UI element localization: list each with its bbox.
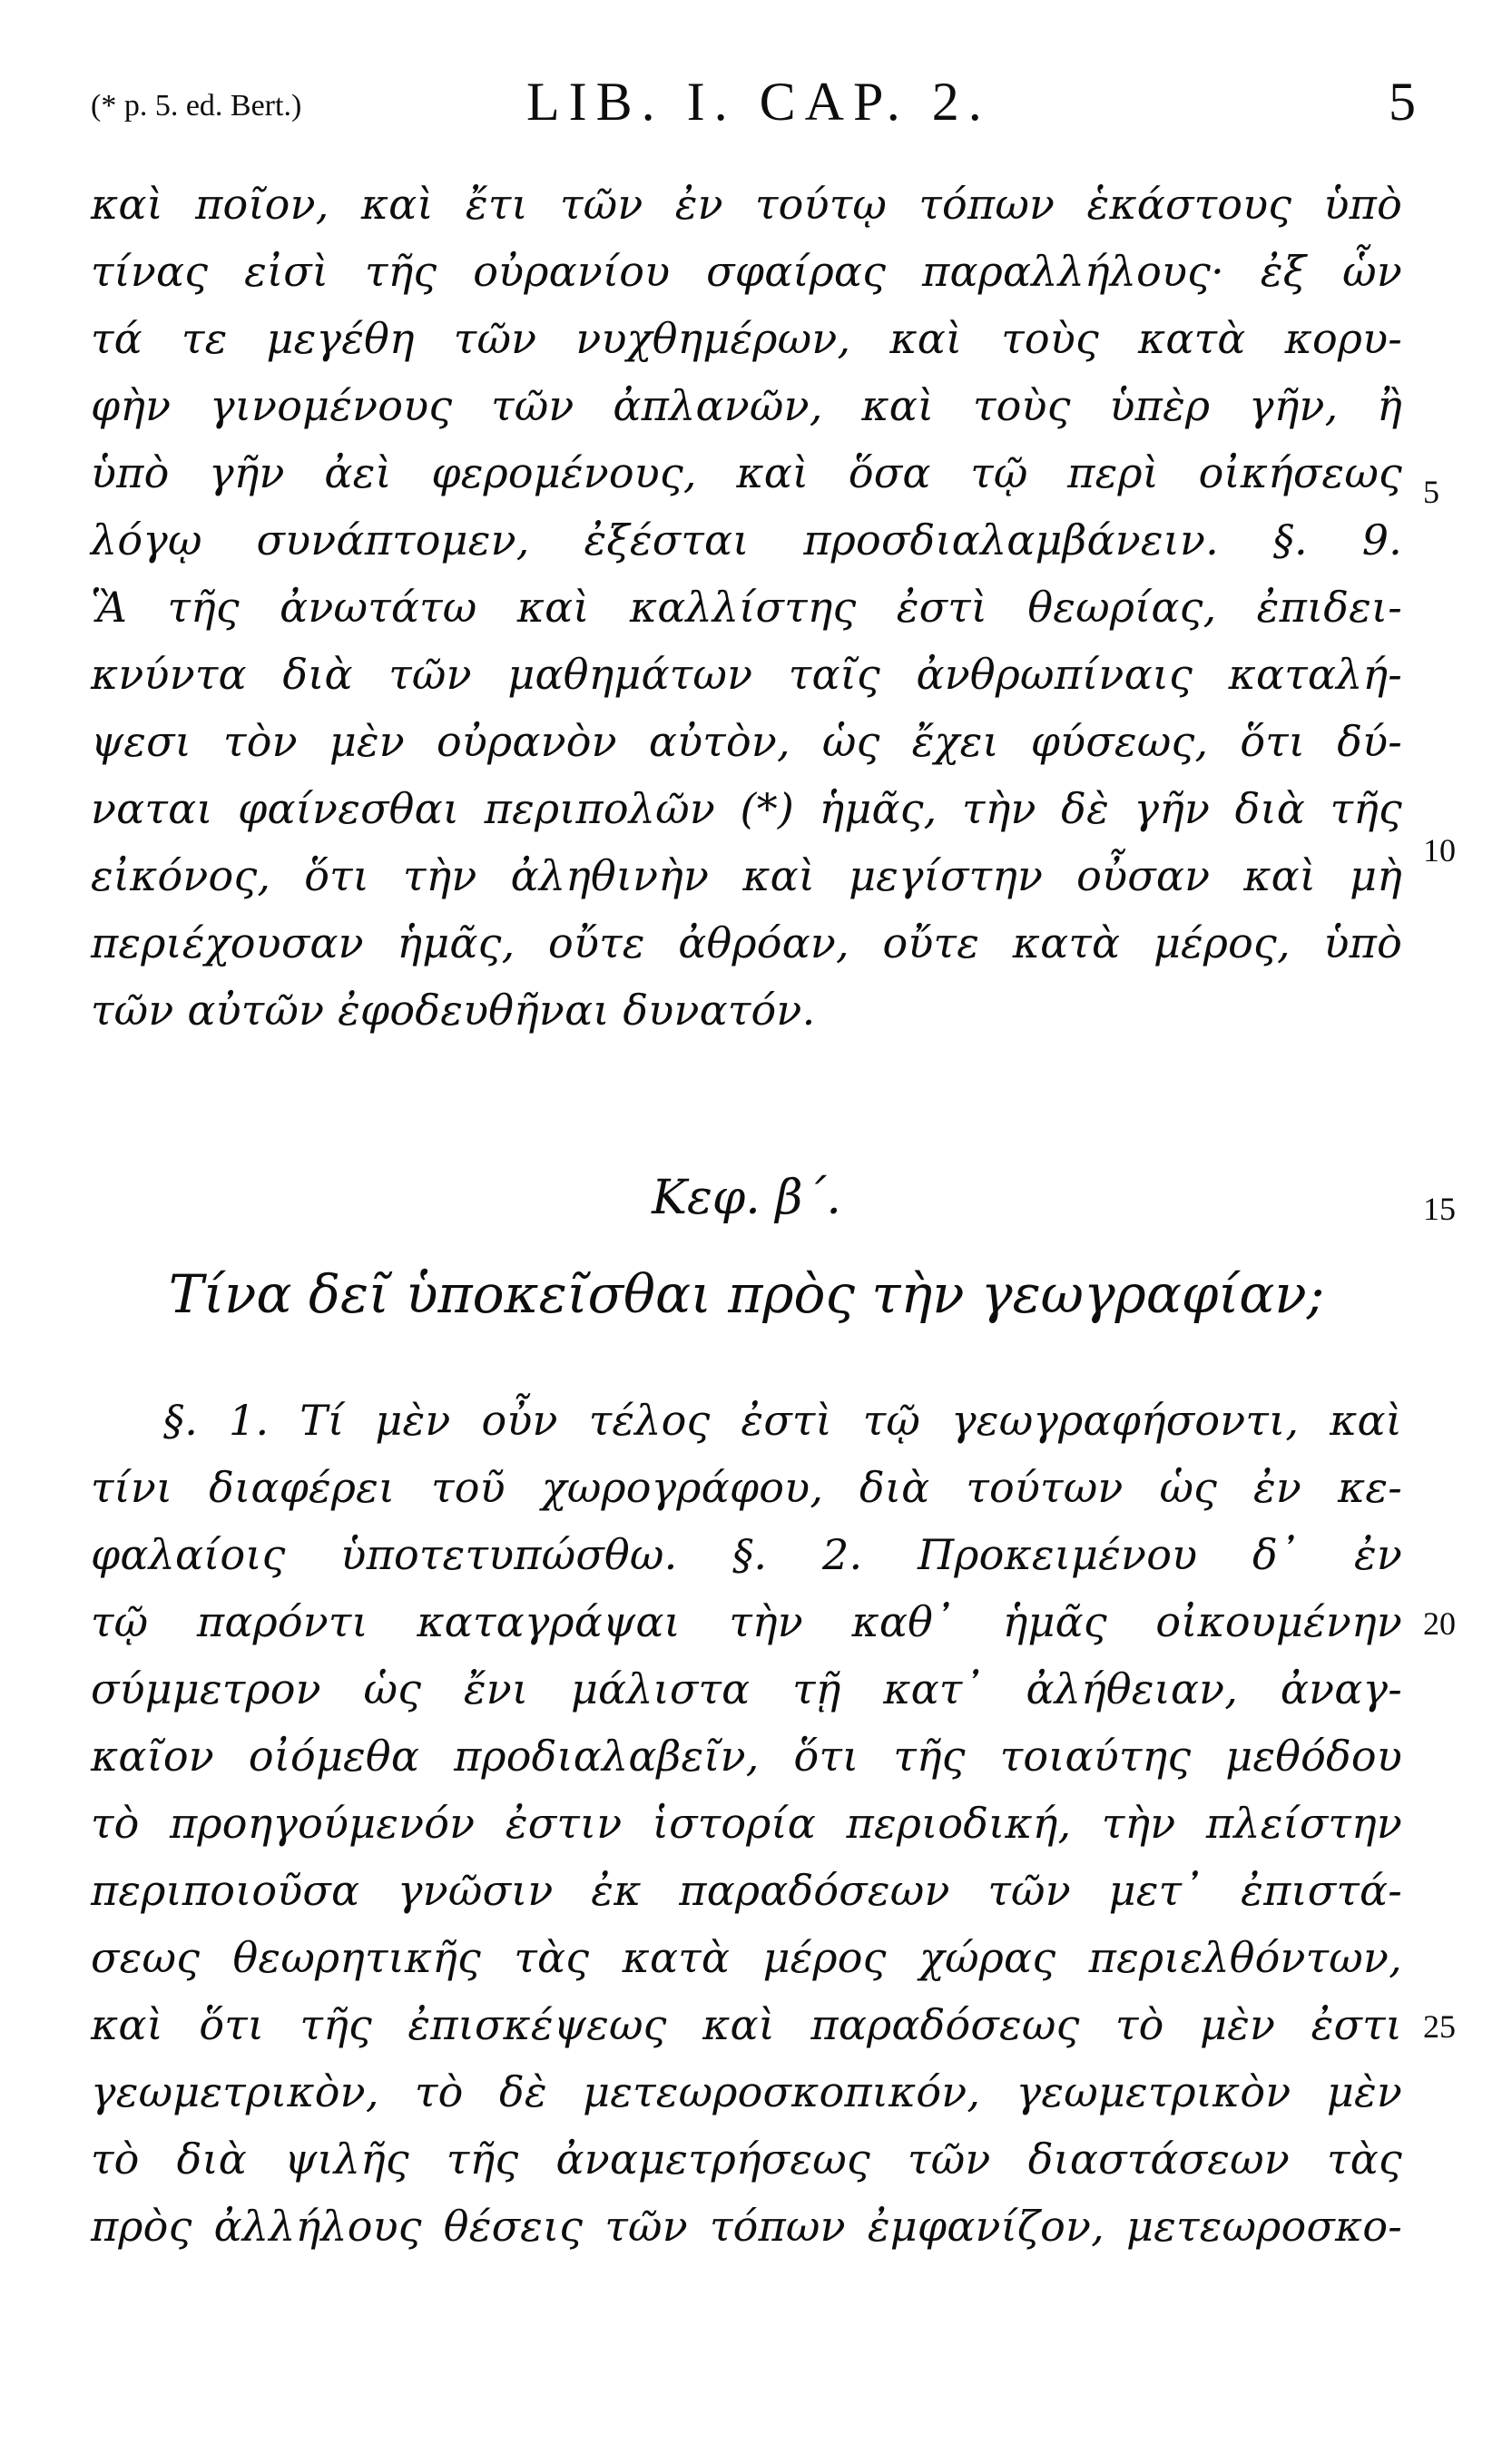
- text-line: ψεσι τὸν μὲν οὐρανὸν αὐτὸν, ὡς ἔχει φύσεως, ὅτι δύ-: [91, 717, 1402, 766]
- text-line: τῷ παρόντι καταγράψαι τὴν καθ᾽ ἡμᾶς οἰκουμένην: [91, 1597, 1402, 1646]
- margin-line-number: 5: [1423, 474, 1439, 510]
- text-line: σεως θεωρητικῆς τὰς κατὰ μέρος χώρας περιελθόντων,: [91, 1933, 1402, 1982]
- margin-line-number: 20: [1423, 1605, 1456, 1642]
- text-line: κνύντα διὰ τῶν μαθημάτων ταῖς ἀνθρωπίναις καταλή-: [91, 650, 1402, 699]
- margin-line-number: 15: [1423, 1191, 1456, 1227]
- margin-line-number: 25: [1423, 2008, 1456, 2045]
- text-line: λόγῳ συνάπτομεν, ἐξέσται προσδιαλαμβάνειν. §. 9.: [91, 515, 1402, 564]
- text-line: γεωμετρικὸν, τὸ δὲ μετεωροσκοπικόν, γεωμετρικὸν μὲν: [91, 2067, 1402, 2116]
- text-line: τὸ προηγούμενόν ἐστιν ἱστορία περιοδική, τὴν πλείστην: [91, 1799, 1402, 1848]
- paragraph-1: [91, 171, 1402, 1044]
- text-line: σύμμετρον ὡς ἔνι μάλιστα τῇ κατ᾽ ἀλήθειαν, ἀναγ-: [91, 1664, 1402, 1713]
- text-line: καὶ ποῖον, καὶ ἔτι τῶν ἐν τούτῳ τόπων ἑκάστους ὑπὸ: [91, 180, 1402, 229]
- text-line: τίνι διαφέρει τοῦ χωρογράφου, διὰ τούτων ὡς ἐν κε-: [91, 1463, 1402, 1512]
- margin-line-number: 10: [1423, 832, 1456, 869]
- text-line: τὸ διὰ ψιλῆς τῆς ἀναμετρήσεως τῶν διαστάσεων τὰς: [91, 2135, 1402, 2184]
- text-line: ναται φαίνεσθαι περιπολῶν (*) ἡμᾶς, τὴν δὲ γῆν διὰ τῆς: [91, 784, 1402, 833]
- text-line: εἰκόνος, ὅτι τὴν ἀληθινὴν καὶ μεγίστην οὖσαν καὶ μὴ: [91, 851, 1402, 900]
- text-line: Ἃ τῆς ἀνωτάτω καὶ καλλίστης ἐστὶ θεωρίας, ἐπιδει-: [91, 583, 1402, 632]
- text-line: φὴν γινομένους τῶν ἀπλανῶν, καὶ τοὺς ὑπὲρ γῆν, ἢ: [91, 381, 1402, 430]
- book-chapter-heading: LIB. I. CAP. 2.: [526, 72, 991, 132]
- chapter-heading: [91, 1171, 1402, 1352]
- edition-reference: (* p. 5. ed. Bert.): [91, 89, 302, 123]
- page-number: 5: [1389, 72, 1416, 132]
- text-line: περιέχουσαν ἡμᾶς, οὔτε ἀθρόαν, οὔτε κατὰ μέρος, ὑπὸ: [91, 918, 1402, 967]
- text-line: §. 1. Τί μὲν οὖν τέλος ἐστὶ τῷ γεωγραφήσοντι, καὶ: [163, 1396, 1402, 1445]
- text-line: τίνας εἰσὶ τῆς οὐρανίου σφαίρας παραλλήλους· ἐξ ὧν: [91, 247, 1402, 296]
- text-line: ὑπὸ γῆν ἀεὶ φερομένους, καὶ ὅσα τῷ περὶ οἰκήσεως: [91, 448, 1402, 497]
- text-line: τά τε μεγέθη τῶν νυχθημέρων, καὶ τοὺς κατὰ κορυ-: [91, 314, 1402, 363]
- chapter-title: Τίνα δεῖ ὑποκεῖσθαι πρὸς τὴν γεωγραφίαν;: [168, 1263, 1325, 1325]
- chapter-label: Κεφ. β΄.: [652, 1171, 841, 1225]
- text-line: τῶν αὐτῶν ἐφοδευθῆναι δυνατόν.: [91, 986, 816, 1035]
- text-line: πρὸς ἀλλήλους θέσεις τῶν τόπων ἐμφανίζον, μετεωροσκο-: [91, 2202, 1402, 2251]
- text-line: καὶ ὅτι τῆς ἐπισκέψεως καὶ παραδόσεως τὸ μὲν ἐστι: [91, 2000, 1402, 2049]
- text-line: φαλαίοις ὑποτετυπώσθω. §. 2. Προκειμένου δ᾽ ἐν: [91, 1530, 1402, 1579]
- running-head: [91, 64, 1416, 145]
- paragraph-2: [91, 1387, 1402, 2260]
- text-line: καῖον οἰόμεθα προδιαλαβεῖν, ὅτι τῆς τοιαύτης μεθόδου: [91, 1732, 1402, 1781]
- text-line: περιποιοῦσα γνῶσιν ἐκ παραδόσεων τῶν μετ᾽ ἐπιστά-: [91, 1866, 1402, 1915]
